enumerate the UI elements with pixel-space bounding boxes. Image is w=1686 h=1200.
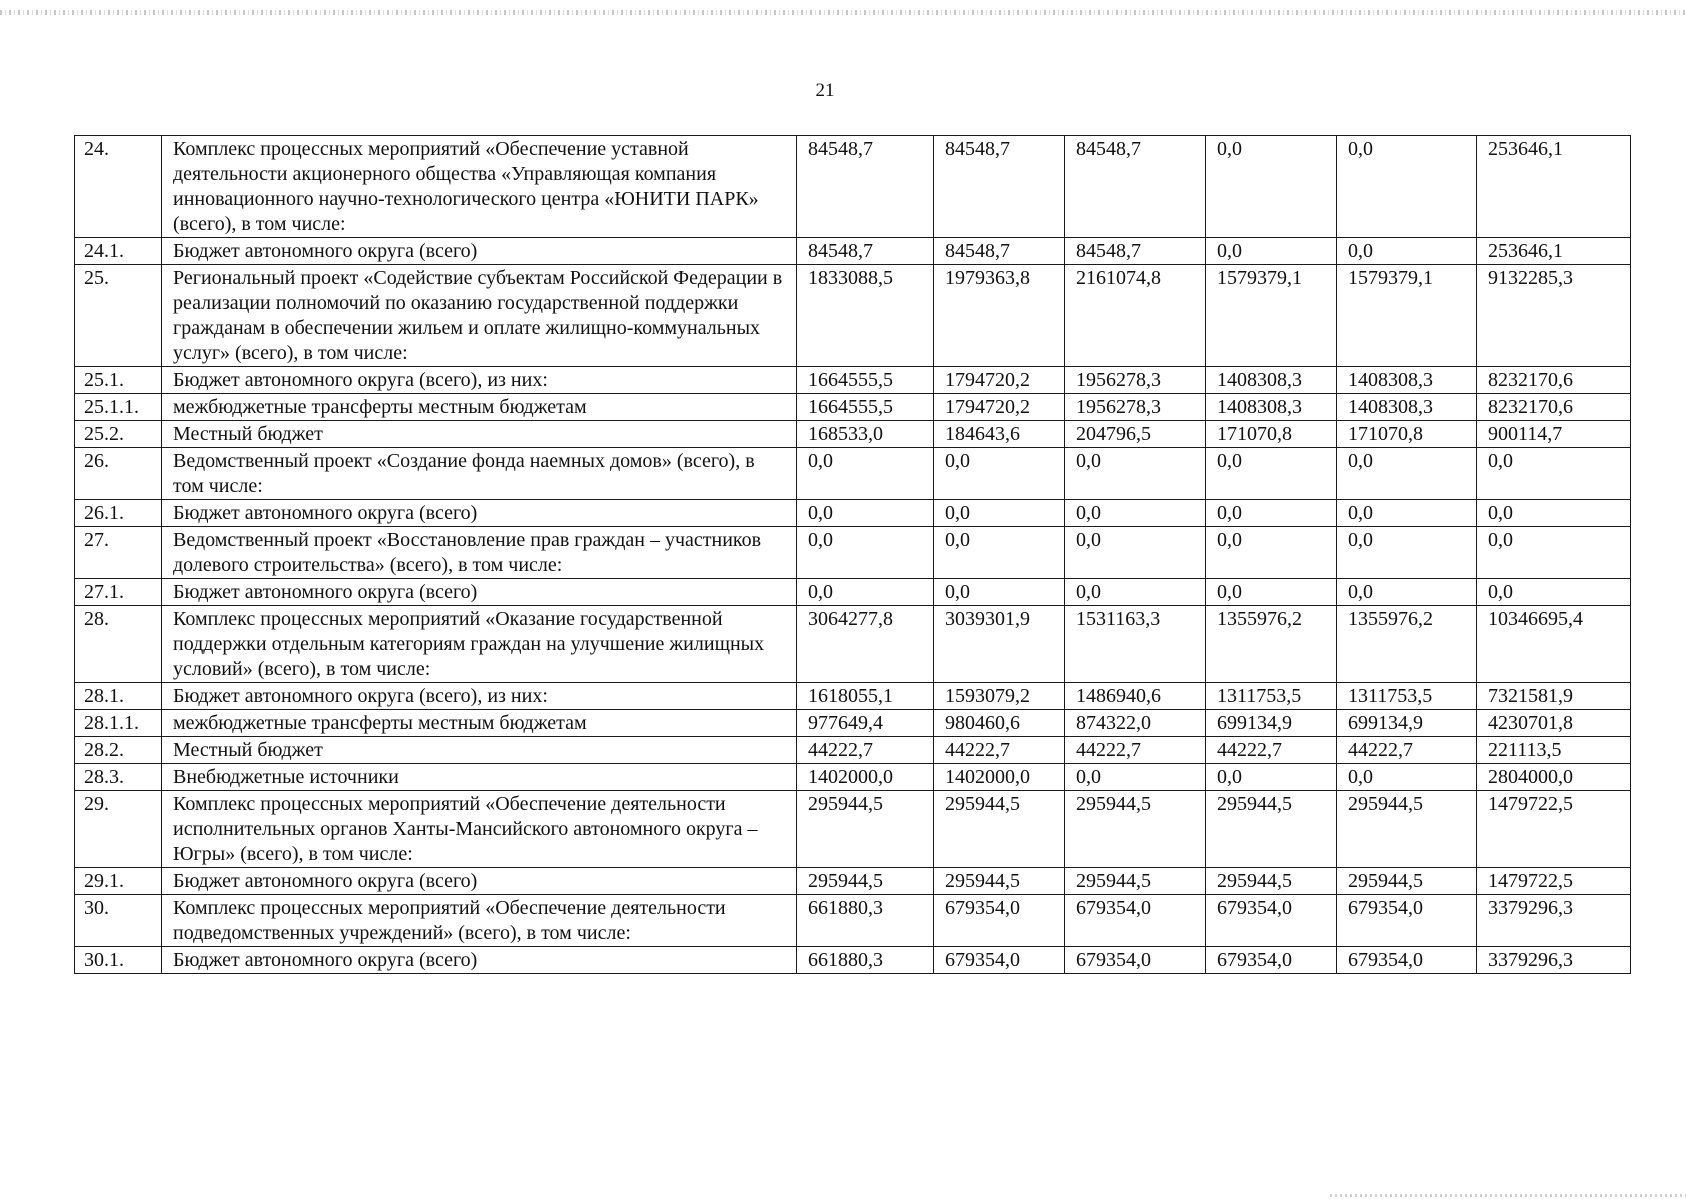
value-cell: 0,0 bbox=[1065, 448, 1206, 500]
value-cell: 0,0 bbox=[1065, 579, 1206, 606]
scan-edge-top bbox=[0, 10, 1686, 15]
row-name: Бюджет автономного округа (всего), из них: bbox=[162, 367, 797, 394]
row-name: Ведомственный проект «Восстановление прав граждан – участников долевого строительства» (всего), в том числе: bbox=[162, 527, 797, 579]
row-number: 30. bbox=[75, 895, 162, 947]
value-cell: 0,0 bbox=[797, 448, 934, 500]
row-name: Комплекс процессных мероприятий «Обеспечение уставной деятельности акционерного общества «Управляющая компания инновационного научно-технологического центра «ЮНИТИ ПАРК» (всего), в том числе: bbox=[162, 136, 797, 238]
row-number: 25. bbox=[75, 265, 162, 367]
value-cell: 1794720,2 bbox=[934, 367, 1065, 394]
value-cell: 0,0 bbox=[1337, 136, 1477, 238]
value-cell: 295944,5 bbox=[1065, 791, 1206, 868]
table-row bbox=[75, 527, 1631, 579]
table-row bbox=[75, 947, 1631, 974]
value-cell: 0,0 bbox=[1065, 500, 1206, 527]
value-cell: 0,0 bbox=[1477, 500, 1631, 527]
value-cell: 295944,5 bbox=[1065, 868, 1206, 895]
value-cell: 44222,7 bbox=[934, 737, 1065, 764]
value-cell: 84548,7 bbox=[797, 238, 934, 265]
row-name: Местный бюджет bbox=[162, 737, 797, 764]
row-name: Комплекс процессных мероприятий «Обеспечение деятельности подведомственных учреждений» (всего), в том числе: bbox=[162, 895, 797, 947]
value-cell: 9132285,3 bbox=[1477, 265, 1631, 367]
table-row bbox=[75, 136, 1631, 238]
row-name: межбюджетные трансферты местным бюджетам bbox=[162, 394, 797, 421]
value-cell: 1794720,2 bbox=[934, 394, 1065, 421]
value-cell: 0,0 bbox=[1337, 764, 1477, 791]
row-name: Региональный проект «Содействие субъектам Российской Федерации в реализации полномочий по оказанию государственной поддержки гражданам в обеспечении жильем и оплате жилищно-коммунальных услуг» (всего), в том числе: bbox=[162, 265, 797, 367]
value-cell: 0,0 bbox=[1337, 579, 1477, 606]
value-cell: 295944,5 bbox=[934, 791, 1065, 868]
value-cell: 0,0 bbox=[1206, 448, 1337, 500]
row-name: Местный бюджет bbox=[162, 421, 797, 448]
value-cell: 1402000,0 bbox=[797, 764, 934, 791]
table-row bbox=[75, 421, 1631, 448]
table-row bbox=[75, 500, 1631, 527]
value-cell: 661880,3 bbox=[797, 947, 934, 974]
value-cell: 295944,5 bbox=[1337, 791, 1477, 868]
value-cell: 1408308,3 bbox=[1337, 367, 1477, 394]
value-cell: 3379296,3 bbox=[1477, 895, 1631, 947]
value-cell: 0,0 bbox=[797, 579, 934, 606]
row-name: Бюджет автономного округа (всего) bbox=[162, 238, 797, 265]
value-cell: 84548,7 bbox=[934, 136, 1065, 238]
table-row bbox=[75, 791, 1631, 868]
row-number: 28.2. bbox=[75, 737, 162, 764]
row-name: Комплекс процессных мероприятий «Обеспечение деятельности исполнительных органов Ханты-Мансийского автономного округа – Югры» (всего), в том числе: bbox=[162, 791, 797, 868]
table-row bbox=[75, 710, 1631, 737]
row-number: 25.2. bbox=[75, 421, 162, 448]
value-cell: 0,0 bbox=[1206, 764, 1337, 791]
value-cell: 171070,8 bbox=[1206, 421, 1337, 448]
value-cell: 1664555,5 bbox=[797, 367, 934, 394]
page-number: 21 bbox=[815, 80, 835, 101]
table-row bbox=[75, 367, 1631, 394]
value-cell: 0,0 bbox=[1206, 238, 1337, 265]
value-cell: 0,0 bbox=[1337, 448, 1477, 500]
value-cell: 8232170,6 bbox=[1477, 394, 1631, 421]
value-cell: 699134,9 bbox=[1337, 710, 1477, 737]
value-cell: 184643,6 bbox=[934, 421, 1065, 448]
value-cell: 3064277,8 bbox=[797, 606, 934, 683]
row-number: 27. bbox=[75, 527, 162, 579]
value-cell: 295944,5 bbox=[1337, 868, 1477, 895]
value-cell: 0,0 bbox=[1477, 579, 1631, 606]
table-row bbox=[75, 238, 1631, 265]
table-row bbox=[75, 737, 1631, 764]
value-cell: 1956278,3 bbox=[1065, 394, 1206, 421]
value-cell: 1833088,5 bbox=[797, 265, 934, 367]
value-cell: 295944,5 bbox=[1206, 791, 1337, 868]
row-number: 24.1. bbox=[75, 238, 162, 265]
value-cell: 0,0 bbox=[1337, 500, 1477, 527]
value-cell: 0,0 bbox=[1337, 527, 1477, 579]
value-cell: 679354,0 bbox=[1206, 895, 1337, 947]
value-cell: 1408308,3 bbox=[1337, 394, 1477, 421]
value-cell: 253646,1 bbox=[1477, 136, 1631, 238]
row-name: межбюджетные трансферты местным бюджетам bbox=[162, 710, 797, 737]
value-cell: 221113,5 bbox=[1477, 737, 1631, 764]
value-cell: 1402000,0 bbox=[934, 764, 1065, 791]
row-name: Ведомственный проект «Создание фонда наемных домов» (всего), в том числе: bbox=[162, 448, 797, 500]
row-name: Бюджет автономного округа (всего) bbox=[162, 868, 797, 895]
value-cell: 253646,1 bbox=[1477, 238, 1631, 265]
value-cell: 84548,7 bbox=[797, 136, 934, 238]
table-row bbox=[75, 265, 1631, 367]
value-cell: 1593079,2 bbox=[934, 683, 1065, 710]
scan-edge-bottom bbox=[1330, 1194, 1686, 1197]
table-row bbox=[75, 895, 1631, 947]
value-cell: 679354,0 bbox=[934, 947, 1065, 974]
value-cell: 0,0 bbox=[934, 448, 1065, 500]
value-cell: 0,0 bbox=[1206, 136, 1337, 238]
value-cell: 0,0 bbox=[1477, 448, 1631, 500]
row-number: 30.1. bbox=[75, 947, 162, 974]
row-number: 24. bbox=[75, 136, 162, 238]
value-cell: 679354,0 bbox=[1065, 895, 1206, 947]
row-number: 26.1. bbox=[75, 500, 162, 527]
value-cell: 10346695,4 bbox=[1477, 606, 1631, 683]
value-cell: 1408308,3 bbox=[1206, 394, 1337, 421]
value-cell: 204796,5 bbox=[1065, 421, 1206, 448]
value-cell: 1486940,6 bbox=[1065, 683, 1206, 710]
value-cell: 0,0 bbox=[1065, 527, 1206, 579]
row-name: Бюджет автономного округа (всего), из них: bbox=[162, 683, 797, 710]
value-cell: 295944,5 bbox=[934, 868, 1065, 895]
value-cell: 171070,8 bbox=[1337, 421, 1477, 448]
table-row bbox=[75, 764, 1631, 791]
value-cell: 679354,0 bbox=[1337, 947, 1477, 974]
value-cell: 1311753,5 bbox=[1337, 683, 1477, 710]
value-cell: 1479722,5 bbox=[1477, 868, 1631, 895]
table-row bbox=[75, 683, 1631, 710]
value-cell: 0,0 bbox=[934, 500, 1065, 527]
value-cell: 1479722,5 bbox=[1477, 791, 1631, 868]
value-cell: 44222,7 bbox=[1065, 737, 1206, 764]
value-cell: 679354,0 bbox=[1065, 947, 1206, 974]
value-cell: 1531163,3 bbox=[1065, 606, 1206, 683]
value-cell: 295944,5 bbox=[797, 868, 934, 895]
value-cell: 295944,5 bbox=[1206, 868, 1337, 895]
value-cell: 0,0 bbox=[934, 527, 1065, 579]
value-cell: 699134,9 bbox=[1206, 710, 1337, 737]
value-cell: 1979363,8 bbox=[934, 265, 1065, 367]
table-row bbox=[75, 606, 1631, 683]
value-cell: 168533,0 bbox=[797, 421, 934, 448]
table-row bbox=[75, 868, 1631, 895]
value-cell: 977649,4 bbox=[797, 710, 934, 737]
value-cell: 679354,0 bbox=[1337, 895, 1477, 947]
value-cell: 7321581,9 bbox=[1477, 683, 1631, 710]
value-cell: 1956278,3 bbox=[1065, 367, 1206, 394]
value-cell: 0,0 bbox=[1206, 579, 1337, 606]
value-cell: 679354,0 bbox=[1206, 947, 1337, 974]
row-number: 25.1.1. bbox=[75, 394, 162, 421]
value-cell: 295944,5 bbox=[797, 791, 934, 868]
value-cell: 980460,6 bbox=[934, 710, 1065, 737]
row-number: 28.1.1. bbox=[75, 710, 162, 737]
row-number: 28.1. bbox=[75, 683, 162, 710]
value-cell: 1579379,1 bbox=[1206, 265, 1337, 367]
value-cell: 84548,7 bbox=[1065, 238, 1206, 265]
value-cell: 679354,0 bbox=[934, 895, 1065, 947]
value-cell: 3039301,9 bbox=[934, 606, 1065, 683]
table-body bbox=[75, 136, 1631, 974]
row-name: Бюджет автономного округа (всего) bbox=[162, 500, 797, 527]
row-number: 29.1. bbox=[75, 868, 162, 895]
row-number: 25.1. bbox=[75, 367, 162, 394]
value-cell: 0,0 bbox=[934, 579, 1065, 606]
value-cell: 3379296,3 bbox=[1477, 947, 1631, 974]
value-cell: 1408308,3 bbox=[1206, 367, 1337, 394]
row-name: Комплекс процессных мероприятий «Оказание государственной поддержки отдельным категориям граждан на улучшение жилищных условий» (всего), в том числе: bbox=[162, 606, 797, 683]
value-cell: 44222,7 bbox=[1206, 737, 1337, 764]
value-cell: 874322,0 bbox=[1065, 710, 1206, 737]
row-number: 28.3. bbox=[75, 764, 162, 791]
value-cell: 1618055,1 bbox=[797, 683, 934, 710]
row-number: 27.1. bbox=[75, 579, 162, 606]
value-cell: 0,0 bbox=[1206, 500, 1337, 527]
value-cell: 44222,7 bbox=[1337, 737, 1477, 764]
row-number: 28. bbox=[75, 606, 162, 683]
table-row bbox=[75, 579, 1631, 606]
value-cell: 1355976,2 bbox=[1206, 606, 1337, 683]
row-name: Внебюджетные источники bbox=[162, 764, 797, 791]
value-cell: 1311753,5 bbox=[1206, 683, 1337, 710]
value-cell: 0,0 bbox=[1477, 527, 1631, 579]
value-cell: 0,0 bbox=[1206, 527, 1337, 579]
value-cell: 900114,7 bbox=[1477, 421, 1631, 448]
value-cell: 2161074,8 bbox=[1065, 265, 1206, 367]
row-number: 29. bbox=[75, 791, 162, 868]
value-cell: 661880,3 bbox=[797, 895, 934, 947]
value-cell: 0,0 bbox=[1337, 238, 1477, 265]
value-cell: 0,0 bbox=[797, 527, 934, 579]
row-number: 26. bbox=[75, 448, 162, 500]
value-cell: 0,0 bbox=[797, 500, 934, 527]
row-name: Бюджет автономного округа (всего) bbox=[162, 579, 797, 606]
value-cell: 1355976,2 bbox=[1337, 606, 1477, 683]
value-cell: 0,0 bbox=[1065, 764, 1206, 791]
table-row bbox=[75, 394, 1631, 421]
value-cell: 44222,7 bbox=[797, 737, 934, 764]
value-cell: 84548,7 bbox=[934, 238, 1065, 265]
value-cell: 8232170,6 bbox=[1477, 367, 1631, 394]
value-cell: 1579379,1 bbox=[1337, 265, 1477, 367]
row-name: Бюджет автономного округа (всего) bbox=[162, 947, 797, 974]
value-cell: 2804000,0 bbox=[1477, 764, 1631, 791]
table-row bbox=[75, 448, 1631, 500]
value-cell: 84548,7 bbox=[1065, 136, 1206, 238]
value-cell: 1664555,5 bbox=[797, 394, 934, 421]
budget-table bbox=[74, 135, 1631, 974]
value-cell: 4230701,8 bbox=[1477, 710, 1631, 737]
